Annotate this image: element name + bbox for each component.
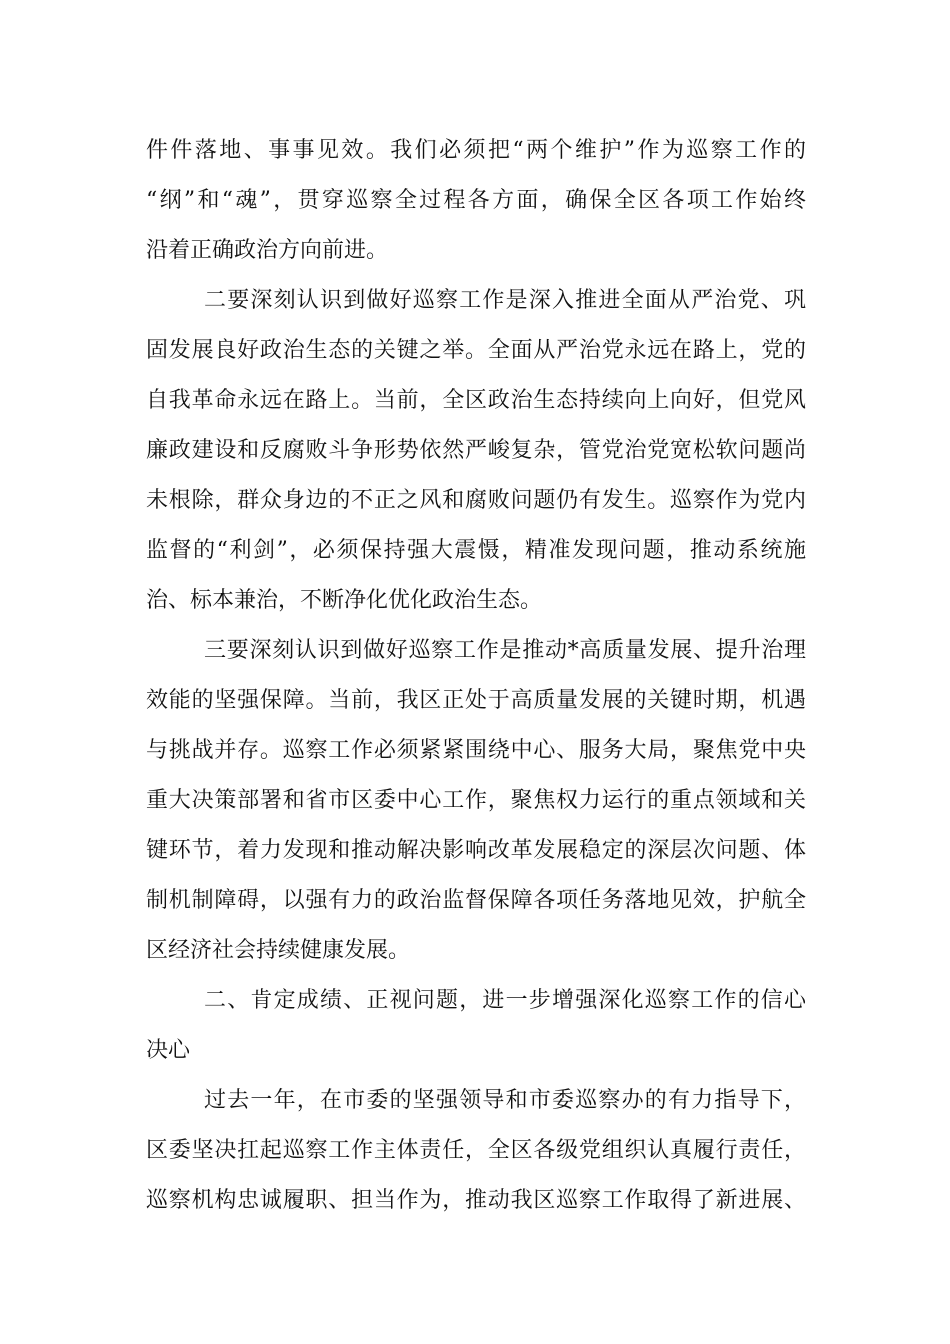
paragraph-first-line: 三要深刻认识到做好巡察工作是推动*高质量发展、提升治理 <box>204 638 806 663</box>
paragraph-first-line: 二要深刻认识到做好巡察工作是深入推进全面从严治党、巩 <box>204 288 806 313</box>
text-line: 监督的“利剑”，必须保持强大震慑，精准发现问题，推动系统施 <box>146 538 806 563</box>
text-line: 固发展良好政治生态的关键之举。全面从严治党永远在路上，党的 <box>146 338 806 363</box>
text-line: 件件落地、事事见效。我们必须把“两个维护”作为巡察工作的 <box>146 138 806 163</box>
text-line: 沿着正确政治方向前进。 <box>146 238 389 263</box>
text-line: 制机制障碍，以强有力的政治监督保障各项任务落地见效，护航全 <box>146 888 806 913</box>
text-line: 未根除，群众身边的不正之风和腐败问题仍有发生。巡察作为党内 <box>146 488 806 513</box>
text-line: 区经济社会持续健康发展。 <box>146 938 411 963</box>
section-heading-line: 决心 <box>146 1038 191 1063</box>
text-line: 治、标本兼治，不断净化优化政治生态。 <box>146 588 543 613</box>
text-line: 键环节，着力发现和推动解决影响改革发展稳定的深层次问题、体 <box>146 838 806 863</box>
text-line: 效能的坚强保障。当前，我区正处于高质量发展的关键时期，机遇 <box>146 688 806 713</box>
text-line: 重大决策部署和省市区委中心工作，聚焦权力运行的重点领域和关 <box>146 788 806 813</box>
text-line: “纲”和“魂”，贯穿巡察全过程各方面，确保全区各项工作始终 <box>146 188 806 213</box>
text-line: 与挑战并存。巡察工作必须紧紧围绕中心、服务大局，聚焦党中央 <box>146 738 806 763</box>
text-line: 区委坚决扛起巡察工作主体责任，全区各级党组织认真履行责任， <box>146 1138 806 1163</box>
paragraph-first-line: 过去一年，在市委的坚强领导和市委巡察办的有力指导下， <box>204 1088 806 1113</box>
text-line: 巡察机构忠诚履职、担当作为，推动我区巡察工作取得了新进展、 <box>146 1188 806 1213</box>
section-heading-line: 二、肯定成绩、正视问题，进一步增强深化巡察工作的信心 <box>204 988 806 1013</box>
text-line: 自我革命永远在路上。当前，全区政治生态持续向上向好，但党风 <box>146 388 806 413</box>
text-line: 廉政建设和反腐败斗争形势依然严峻复杂，管党治党宽松软问题尚 <box>146 438 806 463</box>
